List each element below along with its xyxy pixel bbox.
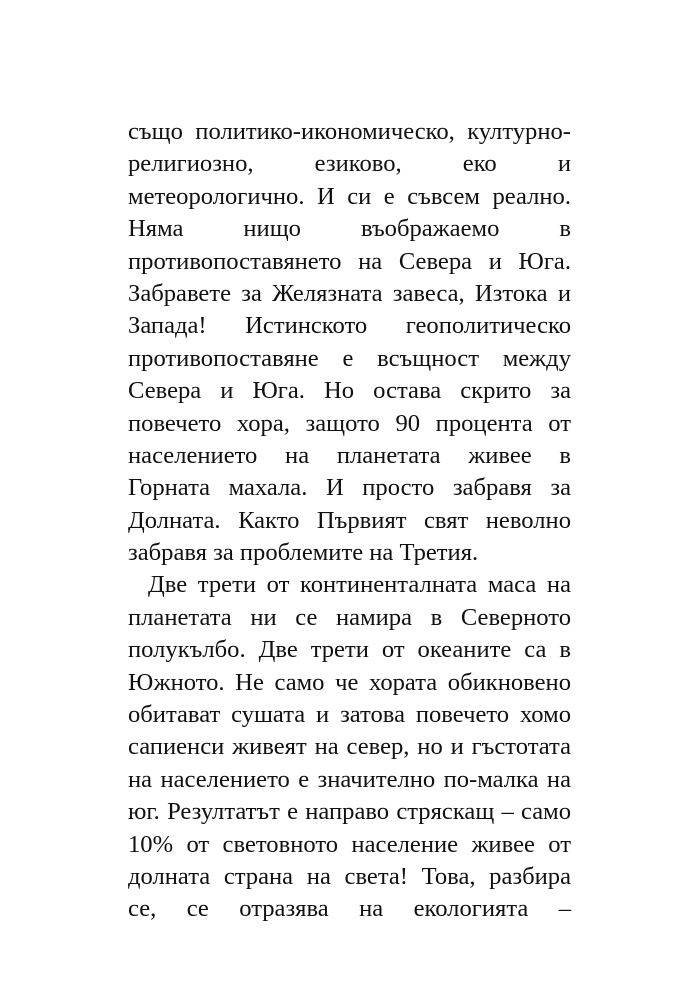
text-line: полукълбо. Две трети от океаните са в [128, 636, 571, 664]
text-line: Няма нищо въображаемо в [128, 215, 571, 243]
text-line: забравя за проблемите на Третия. [128, 539, 479, 567]
text-line: долната страна на света! Това, разбира [128, 862, 571, 890]
text-line: сапиенси живеят на север, но и гъстотата [128, 733, 571, 761]
text-line: обитават сушата и затова повечето хомо [128, 701, 571, 729]
paragraph-2 [128, 569, 571, 925]
text-line: Севера и Юга. Но остава скрито за [128, 377, 571, 405]
text-line: религиозно, езиково, еко и [128, 150, 571, 178]
text-line: Долната. Както Първият свят неволно [128, 506, 571, 534]
text-line: на населението е значително по-малка на [128, 765, 571, 793]
paragraph-1 [128, 116, 571, 569]
text-line: Южното. Не само че хората обикновено [128, 668, 571, 696]
text-line: се, се отразява на екологията – [128, 895, 571, 923]
text-line: Горната махала. И просто забравя за [128, 474, 571, 502]
text-line: юг. Резултатът е направо стряскащ – само [128, 798, 571, 826]
text-line: 10% от световното население живее от [128, 830, 571, 858]
text-line: повечето хора, защото 90 процента от [128, 409, 571, 437]
text-line: Забравете за Желязната завеса, Изтока и [128, 279, 571, 307]
text-line: също политико-икономическо, културно- [128, 118, 571, 145]
text-line: Запада! Истинското геополитическо [128, 312, 571, 340]
text-line: Две трети от континенталната маса на [148, 571, 571, 599]
text-line: противопоставянето на Севера и Юга. [128, 247, 571, 275]
text-line: населението на планетата живее в [128, 441, 571, 469]
text-line: метеорологично. И си е съвсем реално. [128, 182, 571, 210]
body-text [128, 116, 571, 926]
text-line: противопоставяне е всъщност между [128, 344, 571, 372]
text-line: планетата ни се намира в Северното [128, 603, 571, 631]
